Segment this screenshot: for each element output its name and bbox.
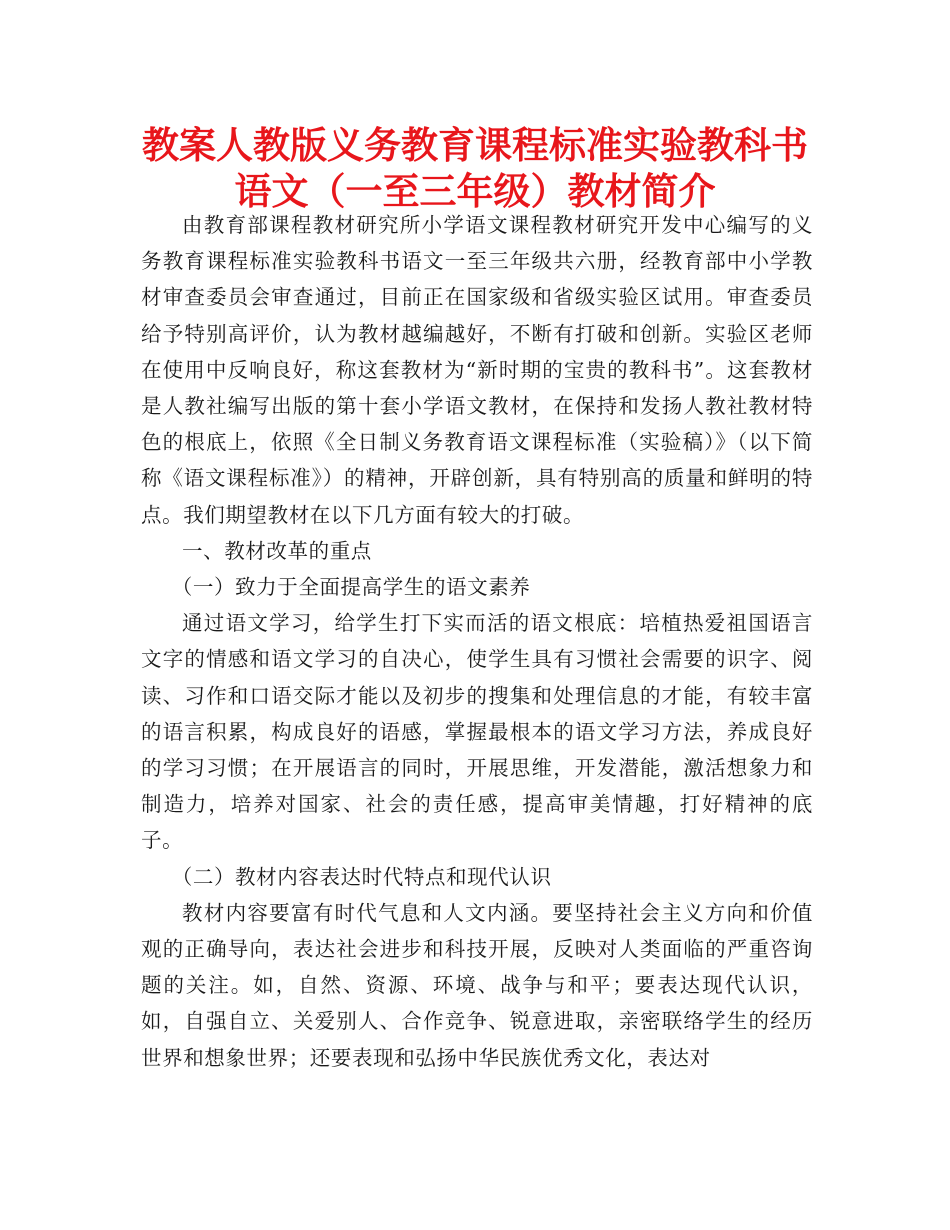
document-title-line-1: 教案人教版义务教育课程标准实验教科书 [142,124,808,167]
document-body [141,207,813,1076]
paragraph-content: 教材内容要富有时代气息和人文内涵。要坚持社会主义方向和价值观的正确导向，表达社会进步和科技开展，反映对人类面临的严重咨询题的关注。如，自然、资源、环境、战争与和平；要表达现代认识，如，自强自立、关爱别人、合作竞争、锐意进取，亲密联络学生的经历世界和想象世界；还要表现和弘扬中华民族优秀文化，表达对 [141,900,813,1070]
document-title-line-2: 语文（一至三年级）教材简介 [234,170,716,213]
paragraph-literacy: 通过语文学习，给学生打下实而活的语文根底：培植热爱祖国语言文字的情感和语文学习的自决心，使学生具有习惯社会需要的识字、阅读、习作和口语交际才能以及初步的搜集和处理信息的才能，有较丰富的语言积累，构成良好的语感，掌握最根本的语文学习方法，养成良好的学习习惯；在开展语言的同时，开展思维，开发潜能，激活想象力和制造力，培养对国家、社会的责任感，提高审美情趣，打好精神的底子。 [141,611,813,853]
paragraph-intro: 由教育部课程教材研究所小学语文课程教材研究开发中心编写的义务教育课程标准实验教科书语文一至三年级共六册，经教育部中小学教材审查委员会审查通过，目前正在国家级和省级实验区试用。审查委员给予特别高评价，认为教材越编越好，不断有打破和创新。实验区老师在使用中反响良好，称这套教材为“新时期的宝贵的教科书”。这套教材是人教社编写出版的第十套小学语文教材，在保持和发扬人教社教材特色的根底上，依照《全日制义务教育语文课程标准（实验稿）》（以下简称《语文课程标准》）的精神，开辟创新，具有特别高的质量和鲜明的特点。我们期望教材在以下几方面有较大的打破。 [141,213,813,527]
section-heading-1: 一、教材改革的重点 [182,538,372,563]
subsection-heading-1: （一）致力于全面提高学生的语文素养 [171,575,531,600]
subsection-heading-2: （二）教材内容表达时代特点和现代认识 [171,864,552,889]
